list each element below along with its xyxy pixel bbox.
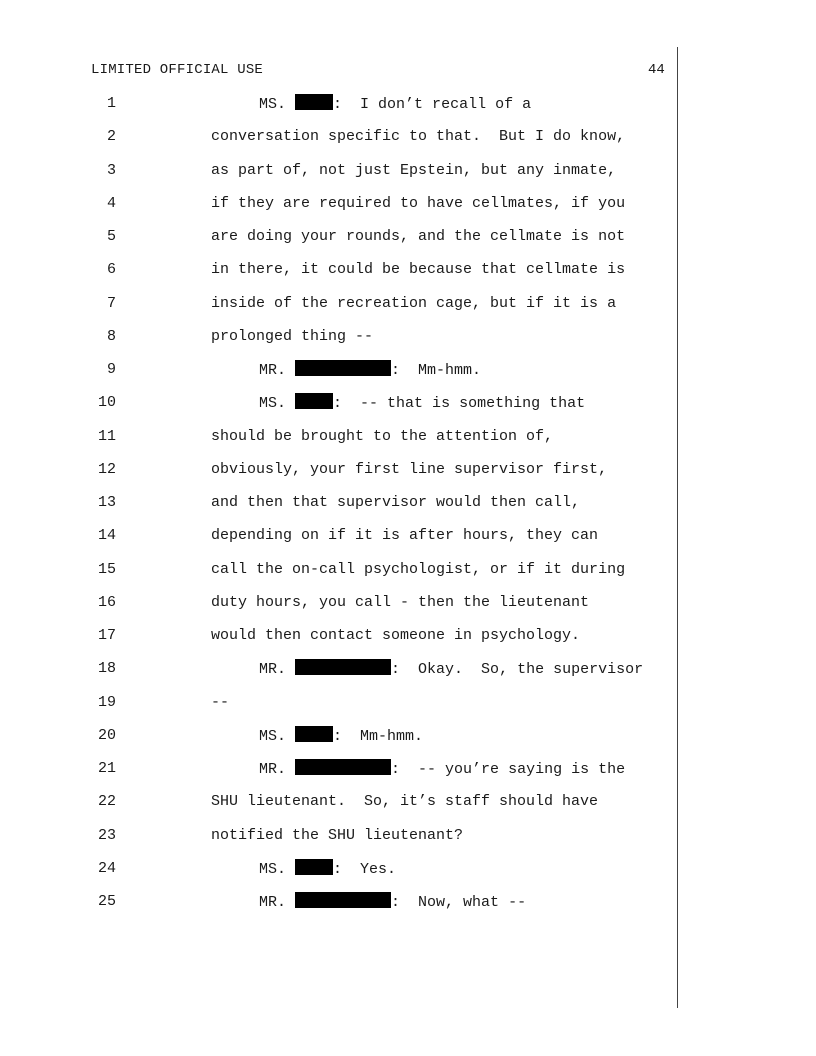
transcript-line (0, 826, 677, 859)
line-text: depending on if it is after hours, they can (211, 527, 599, 545)
transcript-line (0, 593, 677, 626)
speech-text: Yes. (342, 860, 397, 878)
transcript-line (0, 659, 677, 692)
speaker-title: MR. (259, 362, 287, 379)
line-number: 15 (97, 560, 116, 578)
line-number: 18 (97, 660, 116, 678)
transcript-line (0, 360, 677, 393)
speaker-title: MS. (259, 860, 287, 878)
transcript-line (0, 759, 677, 792)
speaker-title: MS. (259, 96, 287, 113)
line-number: 16 (97, 593, 116, 611)
page-number: 44 (648, 62, 665, 78)
transcript-line (0, 227, 677, 260)
line-number: 21 (97, 760, 116, 777)
line-text: conversation specific to that. But I do know, (211, 128, 626, 146)
transcript-line (0, 194, 677, 227)
line-number: 10 (97, 394, 116, 412)
transcript-line (0, 427, 677, 460)
line-number: 20 (97, 726, 116, 744)
transcript-line (0, 792, 677, 825)
speaker-title: MS. (259, 727, 287, 745)
line-number: 12 (97, 460, 116, 478)
speaker-title: MR. (259, 761, 287, 778)
speaker-line (259, 859, 396, 880)
line-text: in there, it could be because that cellmate is (211, 261, 626, 279)
speaker-line (259, 393, 585, 414)
line-number: 8 (106, 327, 116, 345)
speech-text: Now, what -- (400, 894, 527, 911)
line-number: 7 (106, 294, 116, 312)
transcript-line (0, 294, 677, 327)
speaker-title: MR. (259, 894, 287, 911)
transcript-line (0, 560, 677, 593)
line-number: 6 (106, 261, 116, 279)
speaker-line (259, 759, 625, 780)
transcript-line (0, 94, 677, 127)
speaker-title: MR. (259, 661, 287, 679)
redaction-box (295, 94, 333, 110)
speaker-title: MS. (259, 395, 287, 413)
line-text: obviously, your first line supervisor first, (211, 460, 608, 478)
transcript-line (0, 393, 677, 426)
line-number: 4 (106, 194, 116, 212)
transcript-line (0, 460, 677, 493)
transcript-line (0, 726, 677, 759)
line-number: 17 (97, 627, 116, 644)
line-text: and then that supervisor would then call, (211, 494, 581, 511)
transcript-line (0, 526, 677, 559)
speech-text: Okay. So, the supervisor (400, 661, 644, 679)
line-number: 3 (106, 161, 116, 179)
line-text: inside of the recreation cage, but if it is a (211, 294, 617, 312)
line-number: 9 (106, 361, 116, 378)
line-text: if they are required to have cellmates, if you (211, 194, 626, 212)
line-number: 23 (97, 826, 116, 844)
redaction-box (295, 859, 333, 875)
line-number: 1 (106, 95, 116, 112)
transcript-line (0, 493, 677, 526)
redaction-box (295, 892, 391, 908)
line-number: 11 (97, 427, 116, 445)
line-text: are doing your rounds, and the cellmate is not (211, 228, 626, 245)
transcript-line (0, 626, 677, 659)
redaction-box (295, 360, 391, 376)
transcript-line (0, 859, 677, 892)
redaction-box (295, 393, 333, 409)
speaker-colon: : (333, 727, 343, 745)
line-number: 25 (97, 893, 116, 910)
speaker-line (259, 360, 481, 381)
speaker-colon: : (333, 860, 343, 878)
line-text: prolonged thing -- (211, 327, 374, 345)
speaker-colon: : (391, 661, 401, 679)
redaction-box (295, 659, 391, 675)
redaction-box (295, 726, 333, 742)
line-text: should be brought to the attention of, (211, 427, 554, 445)
classification-header: LIMITED OFFICIAL USE (91, 62, 264, 78)
speaker-colon: : (391, 894, 401, 911)
line-number: 14 (97, 527, 116, 545)
line-text: as part of, not just Epstein, but any inmate, (211, 161, 617, 179)
line-number: 13 (97, 494, 116, 511)
speaker-line (259, 892, 526, 913)
line-text: -- (211, 693, 230, 711)
line-number: 2 (106, 128, 116, 146)
speech-text: I don’t recall of a (342, 96, 532, 113)
speaker-line (259, 659, 643, 680)
right-margin-rule (677, 47, 678, 1008)
transcript-line (0, 327, 677, 360)
redaction-box (295, 759, 391, 775)
transcript-line (0, 693, 677, 726)
speaker-colon: : (333, 96, 343, 113)
speaker-colon: : (391, 761, 401, 778)
line-text: SHU lieutenant. So, it’s staff should have (211, 793, 599, 811)
line-number: 19 (97, 693, 116, 711)
transcript-line (0, 161, 677, 194)
speech-text: -- that is something that (342, 395, 586, 413)
transcript-line (0, 892, 677, 925)
line-number: 22 (97, 793, 116, 811)
line-text: would then contact someone in psychology. (211, 627, 581, 644)
line-text: notified the SHU lieutenant? (211, 826, 464, 844)
speech-text: Mm-hmm. (400, 362, 482, 379)
speaker-line (259, 726, 423, 747)
transcript-line (0, 127, 677, 160)
speech-text: -- you’re saying is the (400, 761, 626, 778)
transcript-line (0, 260, 677, 293)
transcript-lines (0, 94, 677, 925)
speaker-line (259, 94, 531, 115)
speech-text: Mm-hmm. (342, 727, 424, 745)
line-text: call the on-call psychologist, or if it during (211, 560, 626, 578)
line-text: duty hours, you call - then the lieutenant (211, 593, 590, 611)
speaker-colon: : (333, 395, 343, 413)
line-number: 24 (97, 859, 116, 877)
line-number: 5 (106, 228, 116, 245)
speaker-colon: : (391, 362, 401, 379)
